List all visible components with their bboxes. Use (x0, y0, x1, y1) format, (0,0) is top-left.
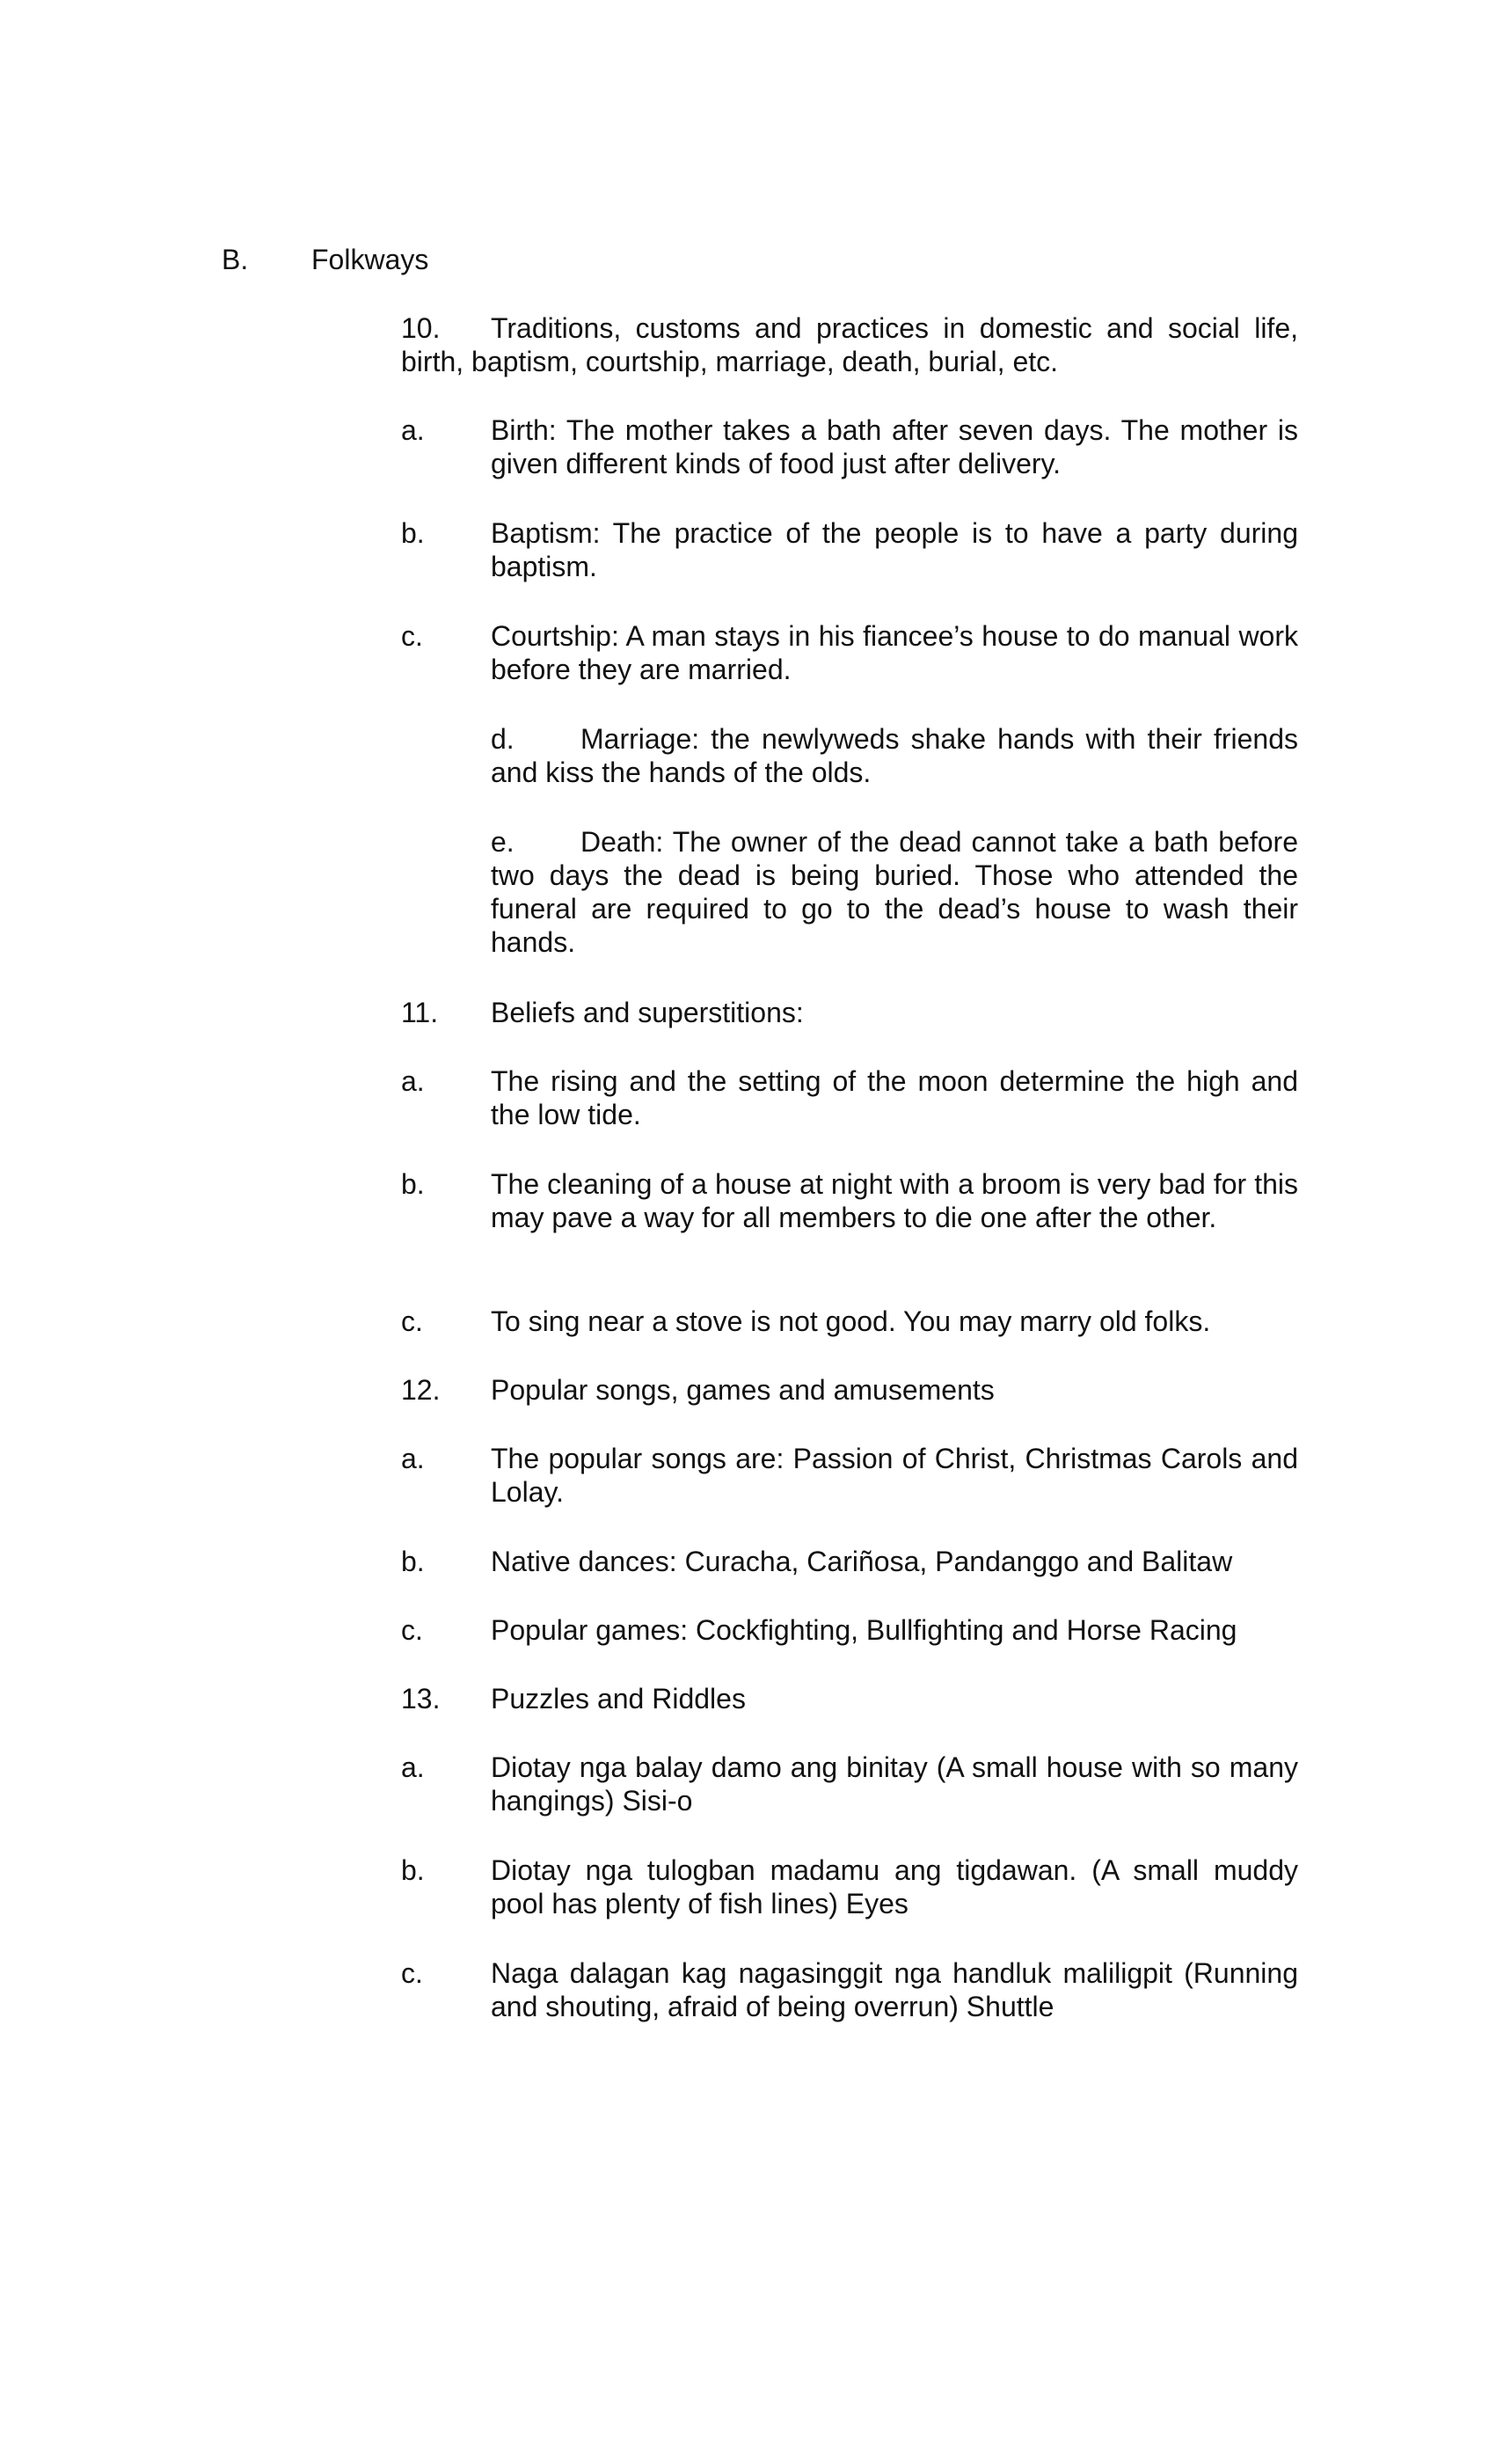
item-10-a-marker: a. (401, 414, 425, 446)
item-13-number: 13. (401, 1683, 441, 1715)
item-10-e-paragraph (491, 825, 1298, 959)
item-10-a-text: Birth: The mother takes a bath after seven days. The mother is given different kinds of food just after delivery. (491, 414, 1298, 479)
item-12-heading: Popular songs, games and amusements (491, 1374, 995, 1406)
item-13-a-marker: a. (401, 1751, 425, 1783)
item-13-b-text: Diotay nga tulogban madamu ang tigdawan. (A small muddy pool has plenty of fish lines) Eyes (491, 1854, 1298, 1919)
item-10-d-text: Marriage: the newlyweds shake hands with their friends and kiss the hands of the olds. (491, 723, 1298, 788)
item-12-a-text: The popular songs are: Passion of Christ, Christmas Carols and Lolay. (491, 1443, 1298, 1508)
item-10-c-text: Courtship: A man stays in his fiancee’s house to do manual work before they are married. (491, 620, 1298, 685)
item-10-e-text: Death: The owner of the dead cannot take a bath before two days the dead is being buried. Those who attended the funeral are required to go to the dead’s house to wash their hands. (491, 826, 1298, 958)
item-10-d-marker: d. (491, 723, 514, 755)
item-13-c-marker: c. (401, 1957, 423, 1989)
item-13-c-text: Naga dalagan kag nagasinggit nga handluk maliligpit (Running and shouting, afraid of being overrun) Shuttle (491, 1957, 1298, 2022)
item-10-e-marker: e. (491, 826, 514, 858)
item-11-b-text: The cleaning of a house at night with a broom is very bad for this may pave a way for all members to die one after the other. (491, 1168, 1298, 1233)
item-11-c-text: To sing near a stove is not good. You may marry old folks. (491, 1305, 1211, 1337)
item-13-b-marker: b. (401, 1854, 425, 1886)
section-title: Folkways (311, 244, 429, 275)
item-12-number: 12. (401, 1374, 441, 1406)
item-10-text: Traditions, customs and practices in domestic and social life, birth, baptism, courtship, marriage, death, burial, etc. (401, 312, 1298, 377)
item-12-c-text: Popular games: Cockfighting, Bullfighting and Horse Racing (491, 1614, 1237, 1646)
item-10-c-marker: c. (401, 620, 423, 652)
item-12-a-marker: a. (401, 1443, 425, 1474)
item-10-b-marker: b. (401, 517, 425, 549)
item-12-c-marker: c. (401, 1614, 423, 1646)
item-11-c-marker: c. (401, 1305, 423, 1337)
item-12-b-marker: b. (401, 1546, 425, 1577)
item-10-number: 10. (401, 312, 441, 344)
item-11-a-text: The rising and the setting of the moon determine the high and the low tide. (491, 1065, 1298, 1130)
item-13-a-text: Diotay nga balay damo ang binitay (A small house with so many hangings) Sisi-o (491, 1751, 1298, 1817)
item-10-d-paragraph (491, 722, 1298, 789)
item-11-a-marker: a. (401, 1065, 425, 1097)
item-11-heading: Beliefs and superstitions: (491, 997, 804, 1028)
item-11-b-marker: b. (401, 1168, 425, 1200)
item-12-b-text: Native dances: Curacha, Cariñosa, Pandanggo and Balitaw (491, 1546, 1233, 1577)
section-letter: B. (222, 244, 249, 275)
item-11-number: 11. (401, 997, 439, 1028)
item-13-heading: Puzzles and Riddles (491, 1683, 746, 1715)
item-10-b-text: Baptism: The practice of the people is to have a party during baptism. (491, 517, 1298, 582)
item-10-paragraph (401, 311, 1298, 378)
